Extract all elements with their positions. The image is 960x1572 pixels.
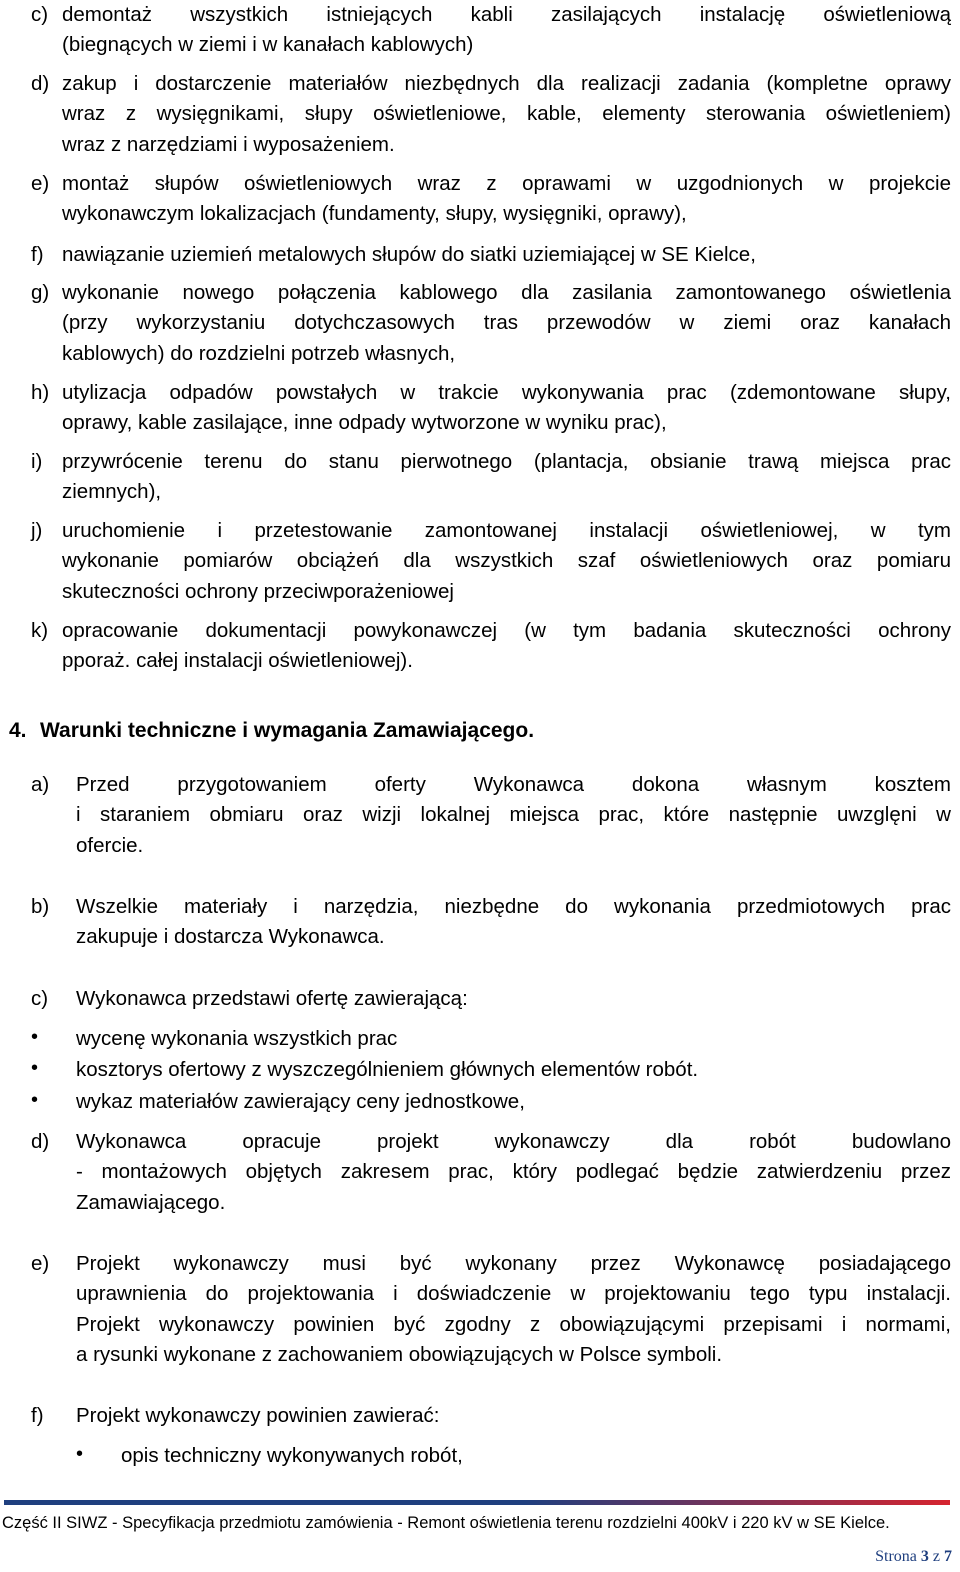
list-item-line: wykonanie nowego połączenia kablowego dla zasilania zamontowanego oświetlenia [62, 281, 951, 304]
list-item-line: Projekt wykonawczy powinien zawierać: [76, 1404, 440, 1427]
list-item-label: f) [31, 243, 44, 266]
section-number: 4. [9, 719, 27, 742]
list-item-line: Projekt wykonawczy powinien być zgodny z obowiązującymi przepisami i normami, [76, 1312, 951, 1336]
section-title: Warunki techniczne i wymagania Zamawiającego. [40, 719, 535, 742]
list-item-line: wraz z wysięgnikami, słupy oświetleniowe, kable, elementy sterowania oświetleniem) [62, 102, 951, 126]
list-item-line: a rysunki wykonane z zachowaniem obowiązujących w Polsce symboli. [76, 1343, 723, 1367]
list-item-line: wykonanie pomiarów obciążeń dla wszystkich szaf oświetleniowych oraz pomiaru [62, 549, 951, 573]
list-item-line: utylizacja odpadów powstałych w trakcie wykonywania prac (zdemontowane słupy, [62, 381, 951, 404]
list-item-line: wraz z narzędziami i wyposażeniem. [62, 132, 395, 156]
list-item [31, 240, 951, 270]
list-item [31, 516, 951, 607]
page-number: Strona 3 z 7 [875, 1548, 952, 1565]
list-item-line: wykonawczym lokalizacjach (fundamenty, słupy, wysięgniki, oprawy), [62, 202, 687, 226]
list-item-line: montaż słupów oświetleniowych wraz z oprawami w uzgodnionych w projekcie [62, 172, 951, 195]
list-item-label: f) [31, 1404, 44, 1427]
list-item-label: k) [31, 619, 49, 642]
list-item-line: demontaż wszystkich istniejących kabli zasilających instalację oświetleniową [62, 3, 951, 26]
list-item-line: opracowanie dokumentacji powykonawczej (w tym badania skuteczności ochrony [62, 619, 951, 642]
list-item-line: (biegnących w ziemi i w kanałach kablowych) [62, 33, 474, 57]
list-item-label: d) [31, 72, 50, 95]
section-heading [9, 716, 534, 746]
list-item-line: przywrócenie terenu do stanu pierwotnego (plantacja, obsianie trawą miejsca prac [62, 450, 951, 473]
footer-rule [4, 1500, 950, 1505]
list-item-line: i staraniem obmiaru oraz wizji lokalnej miejsca prac, które następnie uwzglęni w [76, 803, 951, 827]
list-item [31, 984, 951, 1014]
list-item-line: - montażowych objętych zakresem prac, który podlegać będzie zatwierdzeniu przez [76, 1160, 951, 1184]
list-item-line: Wykonawca opracuje projekt wykonawczy dla robót budowlano [76, 1130, 951, 1153]
list-item-line: (przy wykorzystaniu dotychczasowych tras przewodów w ziemi oraz kanałach [62, 311, 951, 335]
list-item-line: uprawnienia do projektowania i doświadczenie w projektowaniu tego typu instalacji. [76, 1282, 951, 1306]
footer-text: Część II SIWZ - Specyfikacja przedmiotu zamówienia - Remont oświetlenia terenu rozdzielni 400kV i 220 kV w SE Kielce. [2, 1514, 890, 1532]
bullet-item: wykaz materiałów zawierający ceny jednostkowe, [76, 1090, 525, 1113]
list-item [31, 1401, 951, 1431]
list-item [31, 616, 951, 677]
list-item [31, 770, 951, 861]
list-item-line: ziemnych), [62, 480, 162, 504]
list-item [31, 69, 951, 160]
list-item-label: b) [31, 895, 50, 918]
list-item [31, 1127, 951, 1218]
list-item-line: zakup i dostarczenie materiałów niezbędnych dla realizacji zadania (kompletne oprawy [62, 72, 951, 95]
list-item [31, 378, 951, 439]
list-item-line: ofercie. [76, 833, 144, 857]
list-item-line: Projekt wykonawczy musi być wykonany przez Wykonawcę posiadającego [76, 1252, 951, 1275]
list-item [31, 0, 951, 61]
list-item [31, 892, 951, 953]
list-item-line: oprawy, kable zasilające, inne odpady wytworzone w wyniku prac), [62, 411, 667, 435]
list-item-label: h) [31, 381, 50, 404]
bullet-item: kosztorys ofertowy z wyszczególnieniem głównych elementów robót. [76, 1058, 699, 1081]
list-item-line: pporaż. całej instalacji oświetleniowej). [62, 649, 413, 673]
list-item-label: c) [31, 987, 49, 1010]
bullet-item: opis techniczny wykonywanych robót, [121, 1444, 463, 1467]
list-item-label: i) [31, 450, 43, 473]
list-item-line: Wykonawca przedstawi ofertę zawierającą: [76, 987, 468, 1010]
bullet-dot-icon: • [76, 1443, 84, 1465]
list-item-line: uruchomienie i przetestowanie zamontowanej instalacji oświetleniowej, w tym [62, 519, 951, 542]
list-item [31, 1249, 951, 1371]
list-item-label: e) [31, 1252, 50, 1275]
list-item [31, 169, 951, 230]
list-item-line: kablowych) do rozdzielni potrzeb własnych, [62, 341, 456, 365]
bullet-item: wycenę wykonania wszystkich prac [76, 1027, 398, 1050]
list-item-label: a) [31, 773, 50, 796]
list-item [31, 447, 951, 508]
list-item-line: Wszelkie materiały i narzędzia, niezbędne do wykonania przedmiotowych prac [76, 895, 951, 918]
list-item-line: Przed przygotowaniem oferty Wykonawca dokona własnym kosztem [76, 773, 951, 796]
bullet-dot-icon: • [31, 1089, 39, 1111]
list-item-label: j) [31, 519, 43, 542]
list-item-label: c) [31, 3, 49, 26]
list-item-label: g) [31, 281, 50, 304]
bullet-dot-icon: • [31, 1057, 39, 1079]
list-item-line: skuteczności ochrony przeciwporażeniowej [62, 579, 454, 603]
list-item [31, 278, 951, 369]
bullet-dot-icon: • [31, 1026, 39, 1048]
list-item-line: nawiązanie uziemień metalowych słupów do siatki uziemiającej w SE Kielce, [62, 243, 756, 266]
list-item-label: d) [31, 1130, 50, 1153]
list-item-line: Zamawiającego. [76, 1190, 226, 1214]
list-item-line: zakupuje i dostarcza Wykonawca. [76, 925, 385, 949]
list-item-label: e) [31, 172, 50, 195]
